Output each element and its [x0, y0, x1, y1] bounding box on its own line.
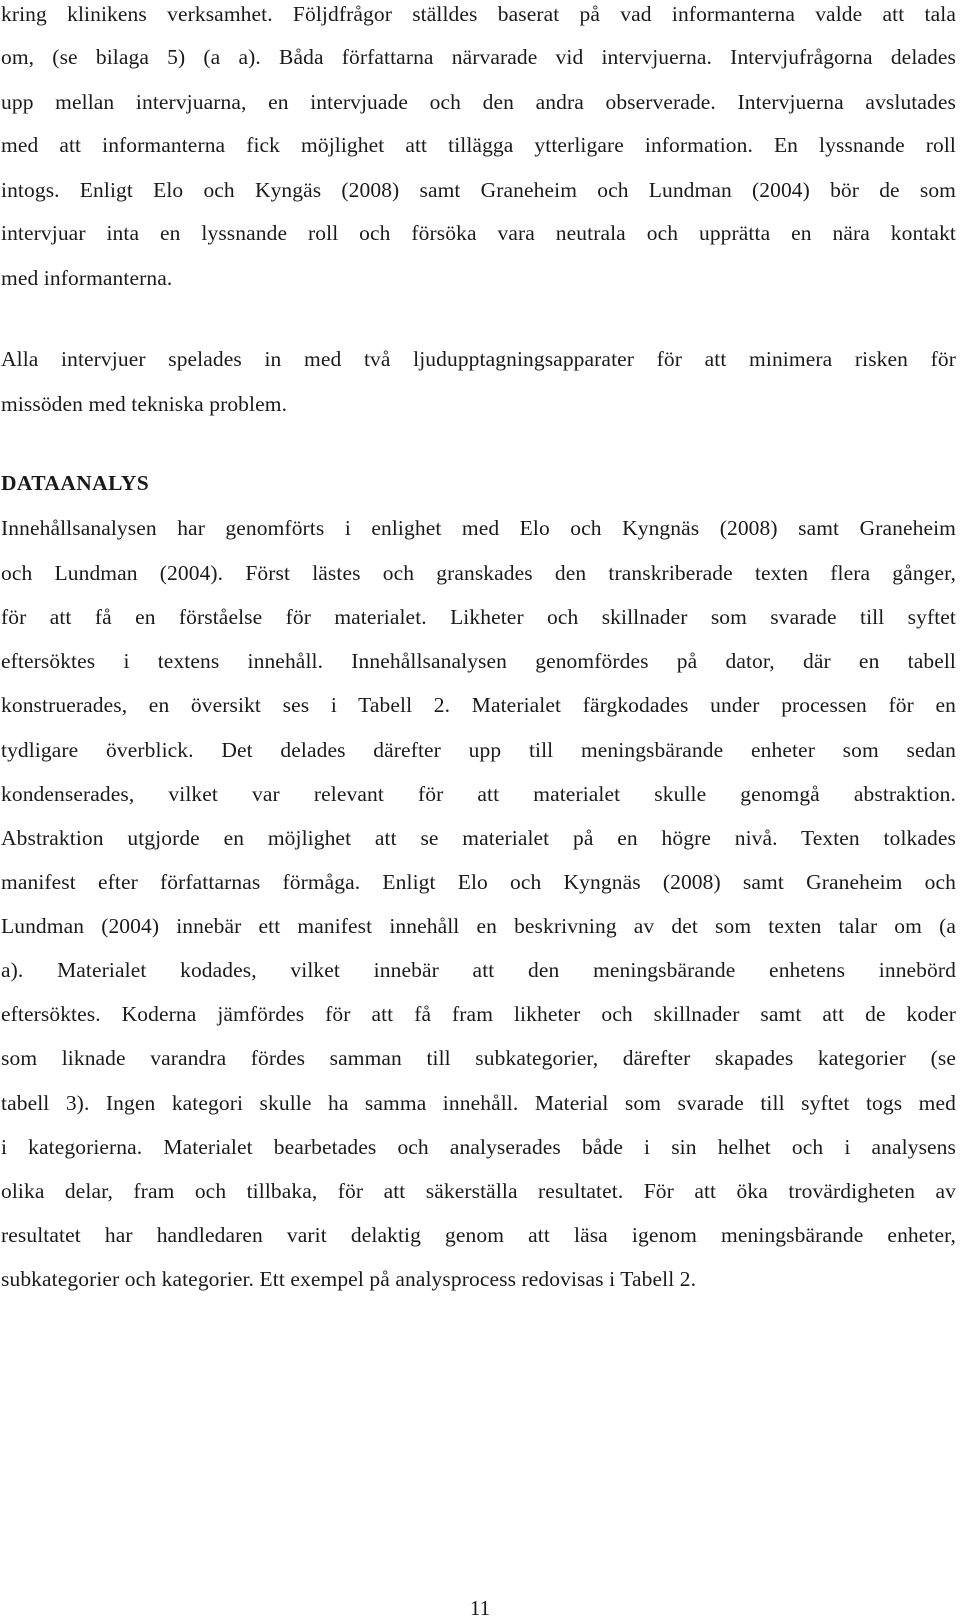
page-number: 11 [469, 1596, 491, 1620]
text-line: eftersöktes. Koderna jämfördes för att få fram likheter och skillnader samt att de koder [1, 1002, 956, 1026]
text-line: intervjuar inta en lyssnande roll och försöka vara neutrala och upprätta en nära kontakt [1, 221, 956, 245]
text-line: som liknade varandra fördes samman till subkategorier, därefter skapades kategorier (se [1, 1046, 956, 1070]
text-line: missöden med tekniska problem. [1, 392, 288, 416]
text-line: tydligare överblick. Det delades därefter upp till meningsbärande enheter som sedan [1, 738, 956, 762]
text-line: för att få en förståelse för materialet. Likheter och skillnader som svarade till syftet [1, 605, 956, 629]
text-line: manifest efter författarnas förmåga. Enligt Elo och Kyngnäs (2008) samt Graneheim och [1, 870, 956, 894]
text-line: Innehållsanalysen har genomförts i enlighet med Elo och Kyngnäs (2008) samt Graneheim [1, 516, 956, 540]
text-line: upp mellan intervjuarna, en intervjuade och den andra observerade. Intervjuerna avslutades [1, 90, 956, 114]
text-line: subkategorier och kategorier. Ett exempel på analysprocess redovisas i Tabell 2. [1, 1267, 697, 1291]
text-line: Alla intervjuer spelades in med två ljudupptagningsapparater för att minimera risken för [1, 347, 956, 371]
text-line: resultatet har handledaren varit delaktig genom att läsa igenom meningsbärande enheter, [1, 1223, 956, 1247]
section-heading: DATAANALYS [1, 471, 150, 495]
text-line: eftersöktes i textens innehåll. Innehållsanalysen genomfördes på dator, där en tabell [1, 649, 956, 673]
text-line: kring klinikens verksamhet. Följdfrågor ställdes baserat på vad informanterna valde att tala [1, 2, 956, 26]
text-line: med informanterna. [1, 266, 173, 290]
text-line: intogs. Enligt Elo och Kyngäs (2008) samt Graneheim och Lundman (2004) bör de som [1, 178, 956, 202]
text-line: kondenserades, vilket var relevant för att materialet skulle genomgå abstraktion. [1, 782, 956, 806]
text-line: om, (se bilaga 5) (a a). Båda författarna närvarade vid intervjuerna. Intervjufrågorna delades [1, 45, 956, 69]
text-line: Lundman (2004) innebär ett manifest innehåll en beskrivning av det som texten talar om (a [1, 914, 956, 938]
text-line: tabell 3). Ingen kategori skulle ha samma innehåll. Material som svarade till syftet togs med [1, 1091, 956, 1115]
text-line: a). Materialet kodades, vilket innebär att den meningsbärande enhetens innebörd [1, 958, 956, 982]
text-line: i kategorierna. Materialet bearbetades och analyserades både i sin helhet och i analysens [1, 1135, 956, 1159]
text-line: olika delar, fram och tillbaka, för att säkerställa resultatet. För att öka trovärdigheten av [1, 1179, 956, 1203]
text-line: konstruerades, en översikt ses i Tabell 2. Materialet färgkodades under processen för en [1, 693, 956, 717]
text-line: och Lundman (2004). Först lästes och granskades den transkriberade texten flera gånger, [1, 561, 956, 585]
text-line: med att informanterna fick möjlighet att tillägga ytterligare information. En lyssnande roll [1, 133, 956, 157]
text-line: Abstraktion utgjorde en möjlighet att se materialet på en högre nivå. Texten tolkades [1, 826, 956, 850]
